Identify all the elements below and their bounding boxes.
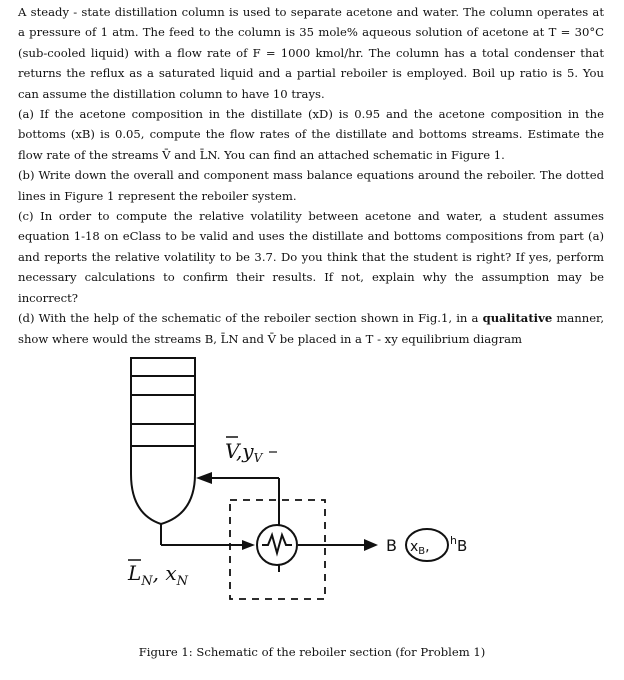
problem-part-c: (c) In order to compute the relative volatility between acetone and water, a student assumes equation 1-18 on eClass to be valid and uses the distillate and bottoms compositions from part (a) and reports the relative volatility to be 3.7. Do you think that the student is right? If yes, perform necessary calculations to confirm their results. If not, explain why the assumption may be incorrect? xyxy=(18,209,604,305)
bottoms-arrowhead xyxy=(364,539,378,551)
part-d-bold: qualitative xyxy=(482,311,553,326)
bottoms-enthalpy: $^h$B xyxy=(450,534,468,555)
figure-caption: Figure 1: Schematic of the reboiler section (for Problem 1) xyxy=(138,645,486,659)
problem-part-a: (a) If the acetone composition in the distillate (xD) is 0.95 and the acetone composition in the bottoms (xB) is 0.05, compute the flow rates of the distillate and bottoms streams. Estimate the flow rate of the streams V̄ and L̄N. You can find an attached schematic in Figure 1. xyxy=(18,107,604,162)
liquid-arrowhead xyxy=(242,540,255,550)
problem-intro: A steady - state distillation column is used to separate acetone and water. The column operates at a pressure of 1 atm. The feed to the column is 35 mole% aqueous solution of acetone at T = 30°C (sub-cooled liquid) with a flow rate of F = 1000 kmol/hr. The column has a total condenser that returns the reflux as a saturated liquid and a partial reboiler is employed. Boil up ratio is 5. You can assume the distillation column to have 10 trays. xyxy=(18,5,604,101)
vapor-line xyxy=(212,478,279,530)
column xyxy=(131,358,195,524)
bottoms-composition: $x_B$, xyxy=(410,539,430,557)
liquid-label: $L_N$, $x_N$ xyxy=(128,561,189,589)
part-d-post: manner, show where would the streams B, L̄N and V̄ be placed in a T - xy equilibrium diagram xyxy=(18,311,605,346)
problem-part-b: (b) Write down the overall and component mass balance equations around the reboiler. The dotted lines in Figure 1 represent the reboiler system. xyxy=(18,168,604,203)
part-d-pre: (d) With the help of the schematic of the reboiler section shown in Fig.1, in a xyxy=(18,311,479,326)
column-shell xyxy=(131,358,195,524)
bottoms-label-b: B xyxy=(386,536,397,555)
vapor-arrowhead xyxy=(196,472,212,484)
vapor-label: $V,y_V$ xyxy=(225,439,263,465)
reboiler-icon xyxy=(257,525,297,572)
